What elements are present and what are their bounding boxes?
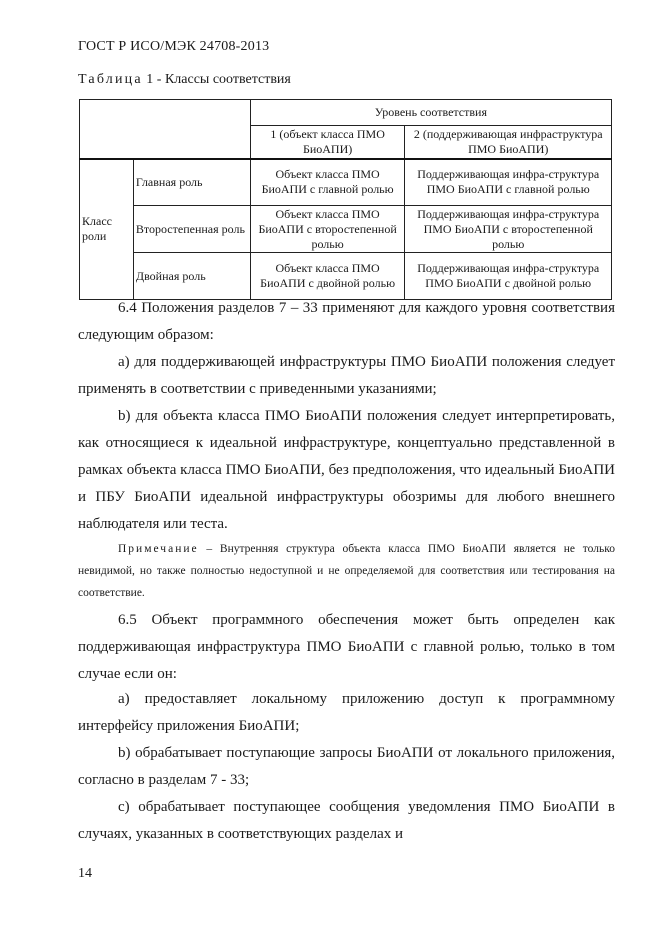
level1-header-cell: 1 (объект класса ПМО БиоАПИ) [250, 126, 405, 159]
role-cell: Главная роль [133, 159, 250, 206]
level1-cell: Объект класса ПМО БиоАПИ с второстепенной ролью [250, 206, 405, 253]
level1-cell: Объект класса ПМО БиоАПИ с двойной ролью [250, 253, 405, 300]
table-header-row [80, 100, 612, 126]
level1-cell: Объект класса ПМО БиоАПИ с главной ролью [250, 159, 405, 206]
level2-header-cell: 2 (поддерживающая инфраструктура ПМО БиоАПИ) [405, 126, 612, 159]
table-row [80, 159, 612, 206]
paragraph-6-4: 6.4 Положения разделов 7 – 33 применяют для каждого уровня соответствия следующим образом: [78, 300, 615, 343]
document-header: ГОСТ Р ИСО/МЭК 24708-2013 [78, 39, 270, 54]
list-item-c-2: c) обрабатывает поступающее сообщения уведомления ПМО БиоАПИ в случаях, указанных в соответствующих разделах и [78, 799, 615, 842]
table-row [80, 253, 612, 300]
role-cell: Второстепенная роль [133, 206, 250, 253]
list-item-a-2: a) предоставляет локальному приложению доступ к программному интерфейсу приложения БиоАПИ; [78, 691, 615, 734]
list-item-b: b) для объекта класса ПМО БиоАПИ положения следует интерпретировать, как относящиеся к идеальной инфраструктуре, концептуально представленной в рамках объекта класса ПМО БиоАПИ, без предположения, что идеальный БиоАПИ и ПБУ БиоАПИ идеальной инфраструктуры обозримы для любого внешнего наблюдателя или теста. [78, 408, 615, 532]
note-text: – Внутренняя структура объекта класса ПМО БиоАПИ является не только невидимой, но также полностью недоступной и не определяемой для соответствия или тестирования на соответствие. [78, 543, 615, 599]
note-label: Примечание [118, 543, 199, 555]
note [78, 538, 615, 604]
conformance-classes-table [79, 99, 612, 300]
table-caption [78, 72, 291, 88]
group-header-cell: Уровень соответствия [250, 100, 611, 126]
list-item-b-2: b) обрабатывает поступающие запросы БиоАПИ от локального приложения, согласно в разделам 7 - 33; [78, 745, 615, 788]
level2-cell: Поддерживающая инфра-структура ПМО БиоАПИ с двойной ролью [405, 253, 612, 300]
level2-cell: Поддерживающая инфра-структура ПМО БиоАПИ с второстепенной ролью [405, 206, 612, 253]
table-row [80, 206, 612, 253]
table-corner-cell [80, 100, 251, 159]
paragraph-6-5: 6.5 Объект программного обеспечения может быть определен как поддерживающая инфраструктура ПМО БиоАПИ с главной ролью, только в том случае если он: [78, 612, 615, 682]
page-number: 14 [78, 866, 92, 881]
table-caption-text: 1 - Классы соответствия [146, 72, 291, 87]
list-item-a: a) для поддерживающей инфраструктуры ПМО БиоАПИ положения следует применять в соответствии с приведенными указаниями; [78, 354, 615, 397]
table-caption-label: Таблица [78, 72, 143, 87]
role-cell: Двойная роль [133, 253, 250, 300]
row-group-label-cell: Класс роли [80, 159, 134, 300]
level2-cell: Поддерживающая инфра-структура ПМО БиоАПИ с главной ролью [405, 159, 612, 206]
